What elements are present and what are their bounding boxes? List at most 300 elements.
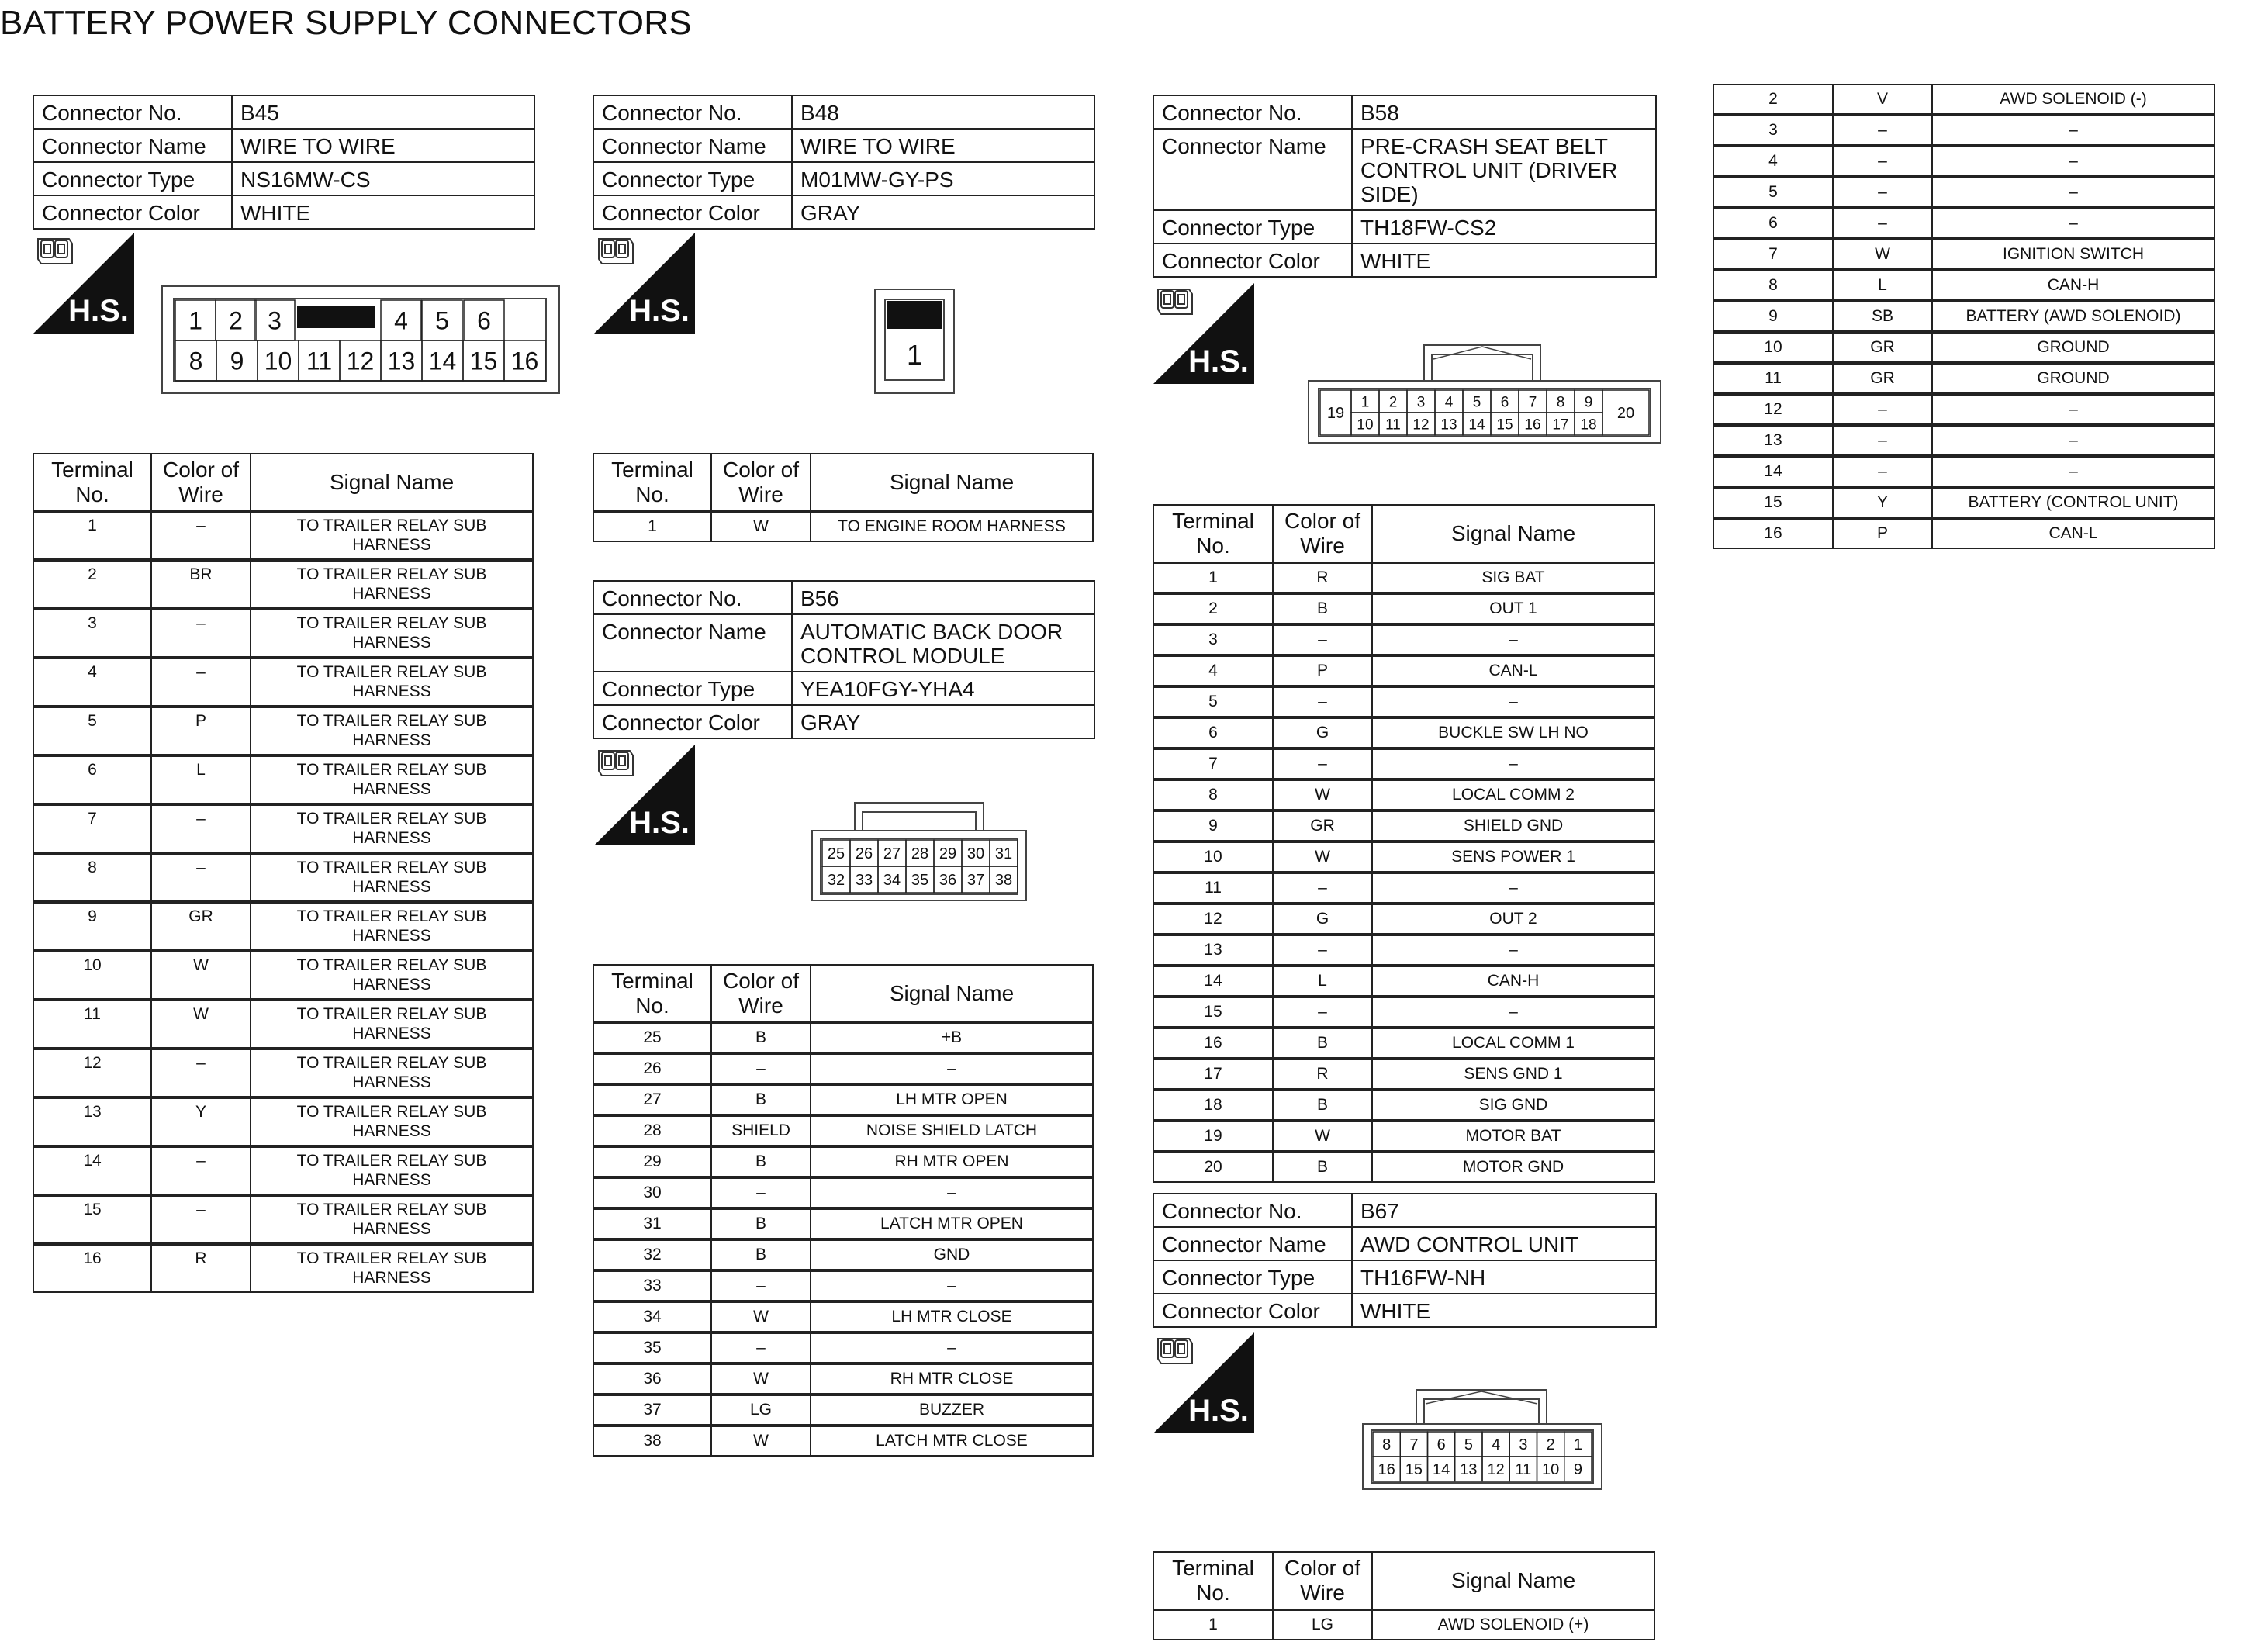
terminal-number: 26 [593,1053,711,1084]
terminal-number: 2 [1713,85,1833,115]
signal-name: SENS GND 1 [1372,1059,1654,1090]
wire-color: R [1273,563,1372,594]
signal-name: CAN-H [1932,270,2214,301]
hs-harness-side-icon [594,233,695,334]
pin-number: 18 [1580,416,1597,434]
pin-number: 9 [230,347,244,375]
table-row [593,1426,1093,1456]
table-row [1153,748,1654,779]
table-row [1153,935,1654,966]
info-label-color: Connector Color [593,705,792,738]
info-row-no [593,95,1094,129]
terminal-number: 15 [1153,997,1273,1028]
table-row [33,951,533,1000]
signal-name: TO TRAILER RELAY SUB HARNESS [251,853,533,902]
info-label-color: Connector Color [593,195,792,229]
info-label-no: Connector No. [1153,95,1352,129]
header-color-of-wire: Color of Wire [711,454,811,512]
header-signal-name: Signal Name [1372,1552,1654,1610]
wire-color: – [1833,425,1932,456]
pin-number: 15 [469,347,498,375]
wire-color: R [1273,1059,1372,1090]
signal-name: TO TRAILER RELAY SUB HARNESS [251,951,533,1000]
connector-info-b67 [1153,1193,1657,1328]
terminal-number: 1 [33,512,151,561]
pin-number: 11 [1385,416,1401,434]
wire-color: GR [151,902,251,951]
signal-name: – [1932,146,2214,177]
table-row [1153,624,1654,655]
wire-color: SB [1833,301,1932,332]
signal-name: – [1372,624,1654,655]
terminal-number: 13 [1713,425,1833,456]
pin-number: 32 [827,872,845,890]
terminal-number: 4 [1713,146,1833,177]
terminal-number: 8 [1713,270,1833,301]
info-value-color: WHITE [1352,1294,1656,1327]
signal-name: BUZZER [811,1395,1093,1426]
wire-color: GR [1273,810,1372,842]
signal-name: SHIELD GND [1372,810,1654,842]
terminal-number: 14 [1153,966,1273,997]
pin-number: 8 [1556,394,1565,411]
pin-number: 1 [188,306,202,335]
terminal-number: 29 [593,1146,711,1177]
table-row [33,560,533,609]
header-color-of-wire: Color of Wire [151,454,251,512]
pin-number: 8 [1382,1436,1392,1454]
wire-color: – [1273,873,1372,904]
signal-name: TO TRAILER RELAY SUB HARNESS [251,1000,533,1049]
wire-color: W [1273,1121,1372,1152]
info-label-type: Connector Type [593,162,792,195]
terminal-number: 7 [33,804,151,853]
wire-color: – [151,804,251,853]
table-row [33,804,533,853]
pin-number: 10 [1542,1461,1560,1479]
header-color-of-wire: Color of Wire [1273,505,1372,563]
table-row [593,1023,1093,1054]
info-row-no [593,581,1094,614]
terminal-number: 27 [593,1084,711,1115]
table-row [593,512,1093,542]
pin-number: 15 [1496,416,1513,434]
wire-color: GR [1833,332,1932,363]
table-row [1153,1610,1654,1640]
info-row-name [593,129,1094,162]
wire-color: – [1833,456,1932,487]
terminal-number: 7 [1153,748,1273,779]
terminal-number: 10 [33,951,151,1000]
pin-number: 34 [883,872,901,890]
terminal-number: 3 [1713,115,1833,146]
table-row [33,1049,533,1097]
table-row [1153,1152,1654,1182]
terminal-number: 35 [593,1332,711,1363]
signal-name: TO TRAILER RELAY SUB HARNESS [251,902,533,951]
info-row-no [1153,1194,1656,1227]
info-value-no: B67 [1352,1194,1656,1227]
wire-color: – [1833,177,1932,208]
terminal-table-header [593,965,1093,1023]
table-row [1713,363,2214,394]
wire-color: B [1273,1090,1372,1121]
signal-name: BATTERY (CONTROL UNIT) [1932,487,2214,518]
terminal-number: 11 [33,1000,151,1049]
wire-color: – [1833,394,1932,425]
terminal-table-header [1153,505,1654,563]
info-row-type [33,162,534,195]
table-row [1713,425,2214,456]
wire-color: – [151,1146,251,1195]
table-row [1153,1090,1654,1121]
connector-info-b48 [593,95,1095,230]
pin-number: 3 [268,306,282,335]
info-value-type: TH16FW-NH [1352,1260,1656,1294]
table-row [33,707,533,755]
wire-color: – [1273,935,1372,966]
terminal-number: 9 [1153,810,1273,842]
pin-number: 9 [1573,1461,1582,1479]
connector-diagram-b56 [811,801,1027,902]
terminal-number: 12 [1713,394,1833,425]
table-row [1153,1059,1654,1090]
table-row [1713,146,2214,177]
table-row [593,1146,1093,1177]
terminal-number: 14 [33,1146,151,1195]
signal-name: RH MTR CLOSE [811,1363,1093,1395]
info-value-no: B58 [1352,95,1656,129]
info-row-name [33,129,534,162]
info-value-name: AWD CONTROL UNIT [1352,1227,1656,1260]
signal-name: AWD SOLENOID (+) [1372,1610,1654,1640]
signal-name: TO TRAILER RELAY SUB HARNESS [251,1097,533,1146]
signal-name: LH MTR CLOSE [811,1301,1093,1332]
header-terminal-no: Terminal No. [1153,505,1273,563]
terminal-number: 12 [1153,904,1273,935]
terminal-number: 16 [1153,1028,1273,1059]
pin-number: 11 [1515,1461,1532,1479]
table-row [593,1084,1093,1115]
pin-number: 20 [1616,405,1635,423]
pin-number: 30 [966,845,985,863]
info-label-type: Connector Type [1153,1260,1352,1294]
signal-name: RH MTR OPEN [811,1146,1093,1177]
table-row [1153,997,1654,1028]
wire-color: – [151,512,251,561]
terminal-number: 8 [1153,779,1273,810]
table-row [33,1195,533,1244]
terminal-number: 2 [1153,593,1273,624]
table-row [1153,686,1654,717]
wire-color: W [711,1426,811,1456]
signal-name: BATTERY (AWD SOLENOID) [1932,301,2214,332]
pin-number: 14 [428,347,457,375]
info-label-name: Connector Name [33,129,232,162]
wire-color: B [711,1023,811,1054]
terminal-number: 38 [593,1426,711,1456]
pin-number: 5 [1472,394,1481,411]
info-value-color: GRAY [792,195,1094,229]
hs-harness-side-icon [1153,1332,1254,1433]
pin-number: 6 [1436,1436,1446,1454]
signal-name: TO ENGINE ROOM HARNESS [811,512,1093,542]
signal-name: GROUND [1932,332,2214,363]
info-value-type: YEA10FGY-YHA4 [792,672,1094,705]
wire-color: L [1833,270,1932,301]
terminal-table-header [1153,1552,1654,1610]
pin-number: 3 [1416,394,1426,411]
info-row-type [593,672,1094,705]
signal-name: – [1932,456,2214,487]
pin-number: 16 [1378,1461,1395,1479]
pin-number: 15 [1405,1461,1423,1479]
hs-harness-side-icon [33,233,134,334]
terminal-number: 14 [1713,456,1833,487]
info-row-name [1153,1227,1656,1260]
terminal-number: 37 [593,1395,711,1426]
pin-number: 4 [394,306,408,335]
pin-number: 7 [1409,1436,1419,1454]
info-row-color [593,705,1094,738]
signal-name: NOISE SHIELD LATCH [811,1115,1093,1146]
connector-diagram-b45 [161,285,560,394]
pin-number: 13 [1460,1461,1478,1479]
pin-number: 1 [1573,1436,1582,1454]
signal-name: – [1932,115,2214,146]
wire-color: B [711,1239,811,1270]
table-row [1153,1028,1654,1059]
pin-number: 13 [387,347,416,375]
pin-number: 14 [1433,1461,1450,1479]
wire-color: – [711,1270,811,1301]
table-row [33,755,533,804]
table-row [33,902,533,951]
info-value-color: WHITE [232,195,534,229]
table-row [1713,394,2214,425]
signal-name: – [1372,873,1654,904]
header-terminal-no: Terminal No. [593,965,711,1023]
hs-label: H.S. [629,294,690,328]
info-label-no: Connector No. [593,581,792,614]
hs-label: H.S. [1188,1394,1249,1428]
signal-name: IGNITION SWITCH [1932,239,2214,270]
hs-harness-side-icon [594,745,695,845]
info-value-type: TH18FW-CS2 [1352,210,1656,244]
info-label-type: Connector Type [593,672,792,705]
info-value-type: NS16MW-CS [232,162,534,195]
wire-color: LG [711,1395,811,1426]
info-label-no: Connector No. [1153,1194,1352,1227]
terminal-number: 11 [1713,363,1833,394]
terminal-number: 13 [1153,935,1273,966]
pin-number: 16 [1524,416,1541,434]
pin-number: 1 [906,339,923,371]
pin-number: 5 [1464,1436,1473,1454]
header-terminal-no: Terminal No. [33,454,151,512]
table-row [33,1000,533,1049]
terminal-number: 25 [593,1023,711,1054]
terminal-number: 7 [1713,239,1833,270]
wire-color: – [151,853,251,902]
info-label-color: Connector Color [1153,1294,1352,1327]
terminal-number: 10 [1153,842,1273,873]
header-color-of-wire: Color of Wire [1273,1552,1372,1610]
pin-number: 8 [188,347,203,375]
wire-color: Y [151,1097,251,1146]
signal-name: LATCH MTR CLOSE [811,1426,1093,1456]
pin-number: 12 [346,347,375,375]
table-row [33,1244,533,1292]
table-row [1153,842,1654,873]
table-row [1713,487,2214,518]
info-row-color [33,195,534,229]
signal-name: OUT 2 [1372,904,1654,935]
signal-name: LATCH MTR OPEN [811,1208,1093,1239]
table-row [593,1395,1093,1426]
wire-color: W [711,1363,811,1395]
wire-color: – [711,1177,811,1208]
signal-name: GND [811,1239,1093,1270]
terminal-number: 5 [1153,686,1273,717]
wire-color: – [1273,748,1372,779]
signal-name: – [1932,425,2214,456]
terminal-table-header [593,454,1093,512]
wire-color: V [1833,85,1932,115]
terminal-number: 31 [593,1208,711,1239]
terminal-number: 9 [1713,301,1833,332]
wire-color: W [711,1301,811,1332]
signal-name: – [1372,935,1654,966]
signal-name: +B [811,1023,1093,1054]
connector-diagram-b58 [1308,344,1661,444]
signal-name: AWD SOLENOID (-) [1932,85,2214,115]
terminal-number: 20 [1153,1152,1273,1182]
table-row [1713,177,2214,208]
table-row [1713,301,2214,332]
info-value-no: B45 [232,95,534,129]
table-row [593,1332,1093,1363]
pin-number: 11 [306,347,333,375]
signal-name: SIG GND [1372,1090,1654,1121]
info-value-no: B48 [792,95,1094,129]
table-row [33,658,533,707]
wire-color: W [1273,779,1372,810]
table-row [1153,904,1654,935]
info-row-color [593,195,1094,229]
wire-color: – [151,1049,251,1097]
hs-label: H.S. [629,806,690,840]
table-row [593,1363,1093,1395]
table-row [593,1270,1093,1301]
signal-name: TO TRAILER RELAY SUB HARNESS [251,658,533,707]
info-value-color: WHITE [1352,244,1656,277]
terminal-table-b67 [1153,1551,1655,1640]
pin-number: 4 [1492,1436,1501,1454]
header-signal-name: Signal Name [251,454,533,512]
key-block [887,301,942,329]
table-row [593,1239,1093,1270]
wire-color: L [1273,966,1372,997]
info-row-name [1153,129,1656,210]
wire-color: W [1833,239,1932,270]
signal-name: – [1932,394,2214,425]
signal-name: LOCAL COMM 1 [1372,1028,1654,1059]
wire-color: SHIELD [711,1115,811,1146]
wire-color: GR [1833,363,1932,394]
terminal-number: 30 [593,1177,711,1208]
terminal-table-b58 [1153,504,1655,1183]
terminal-table-b56 [593,964,1094,1457]
wire-color: G [1273,904,1372,935]
wire-color: – [151,609,251,658]
signal-name: SIG BAT [1372,563,1654,594]
terminal-number: 33 [593,1270,711,1301]
wire-color: – [1273,686,1372,717]
info-label-no: Connector No. [33,95,232,129]
table-row [593,1301,1093,1332]
connector-diagram-b67 [1362,1388,1602,1491]
connector-info-b45 [33,95,535,230]
table-row [1713,239,2214,270]
header-signal-name: Signal Name [811,965,1093,1023]
info-value-name: WIRE TO WIRE [792,129,1094,162]
pin-number: 1 [1360,394,1370,411]
info-row-no [33,95,534,129]
terminal-number: 13 [33,1097,151,1146]
signal-name: SENS POWER 1 [1372,842,1654,873]
pin-number: 12 [1412,416,1430,434]
table-row [33,609,533,658]
table-row [1713,270,2214,301]
signal-name: – [1372,686,1654,717]
terminal-number: 1 [593,512,711,542]
table-row [1713,208,2214,239]
pin-number: 16 [510,347,539,375]
terminal-table-b67-continued [1713,84,2215,549]
wire-color: LG [1273,1610,1372,1640]
key-block [297,306,375,328]
wire-color: P [151,707,251,755]
hs-harness-side-icon [1153,283,1254,384]
hs-label: H.S. [68,294,129,328]
signal-name: TO TRAILER RELAY SUB HARNESS [251,609,533,658]
terminal-number: 11 [1153,873,1273,904]
pin-number: 36 [939,872,957,890]
info-value-name: AUTOMATIC BACK DOOR CONTROL MODULE [792,614,1094,672]
info-row-type [1153,1260,1656,1294]
header-terminal-no: Terminal No. [1153,1552,1273,1610]
table-row [593,1115,1093,1146]
signal-name: TO TRAILER RELAY SUB HARNESS [251,707,533,755]
wire-color: Y [1833,487,1932,518]
terminal-number: 8 [33,853,151,902]
terminal-number: 1 [1153,563,1273,594]
info-row-type [593,162,1094,195]
wire-color: W [711,512,811,542]
signal-name: – [1372,997,1654,1028]
pin-number: 17 [1552,416,1569,434]
pin-number: 2 [229,306,243,335]
table-row [33,1097,533,1146]
signal-name: MOTOR GND [1372,1152,1654,1182]
info-label-type: Connector Type [33,162,232,195]
info-row-name [593,614,1094,672]
table-row [1153,563,1654,594]
wire-color: B [711,1084,811,1115]
signal-name: GROUND [1932,363,2214,394]
wire-color: W [151,1000,251,1049]
